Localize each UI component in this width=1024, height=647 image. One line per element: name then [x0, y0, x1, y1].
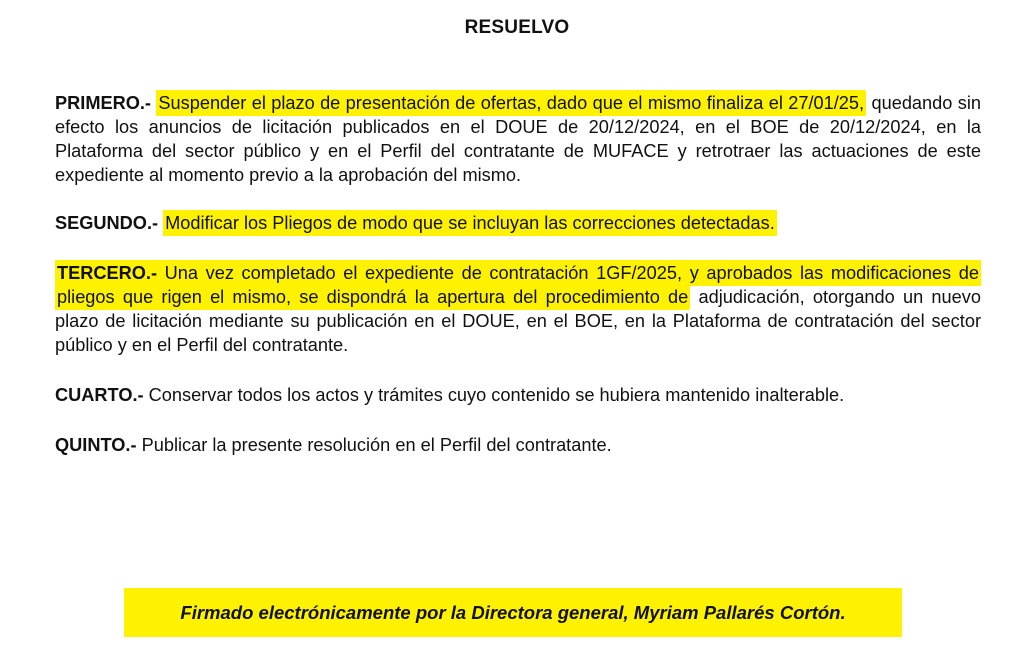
highlighted-text: Una vez completado el expediente de contratación 1GF/2025, y aprobados las modificaciones de pliegos que rigen el mismo, se dispondrá la apertura del procedimiento de: [57, 263, 979, 307]
clause-label: CUARTO.-: [55, 385, 144, 405]
clause-tercero: [55, 261, 981, 357]
clause-text: Conservar todos los actos y trámites cuyo contenido se hubiera mantenido inalterable.: [148, 385, 845, 405]
highlighted-text: Modificar los Pliegos de modo que se incluyan las correcciones detectadas.: [163, 210, 777, 236]
signature-text: Firmado electrónicamente por la Directora general, Myriam Pallarés Cortón.: [180, 601, 846, 623]
clause-segundo: [55, 211, 981, 235]
clause-cuarto: [55, 383, 981, 407]
signature-highlight-box: [124, 588, 902, 637]
clause-text: quedando sin efecto los anuncios de licitación publicados en el DOUE de 20/12/2024, en el BOE de 20/12/2024, en la Plataforma del sector público y en el Perfil del contratante de MUFACE y retrotraer las actuaciones de este expediente al momento previo a la aprobación del mismo.: [55, 93, 982, 185]
clause-text: Publicar la presente resolución en el Perfil del contratante.: [141, 435, 612, 455]
clause-quinto: [55, 433, 981, 457]
clause-label: TERCERO.-: [57, 263, 158, 283]
highlighted-text: Suspender el plazo de presentación de ofertas, dado que el mismo finaliza el 27/01/25,: [156, 90, 866, 116]
clause-label: QUINTO.-: [55, 435, 137, 455]
clause-primero: [55, 91, 981, 187]
clause-label: PRIMERO.-: [55, 93, 151, 113]
document-title: RESUELVO: [464, 17, 570, 38]
clause-text: adjudicación, otorgando un nuevo plazo de licitación mediante su publicación en el DOUE, en el BOE, en la Plataforma de contratación del sector público y en el Perfil del contratante.: [55, 287, 981, 355]
clause-label: SEGUNDO.-: [55, 213, 159, 233]
